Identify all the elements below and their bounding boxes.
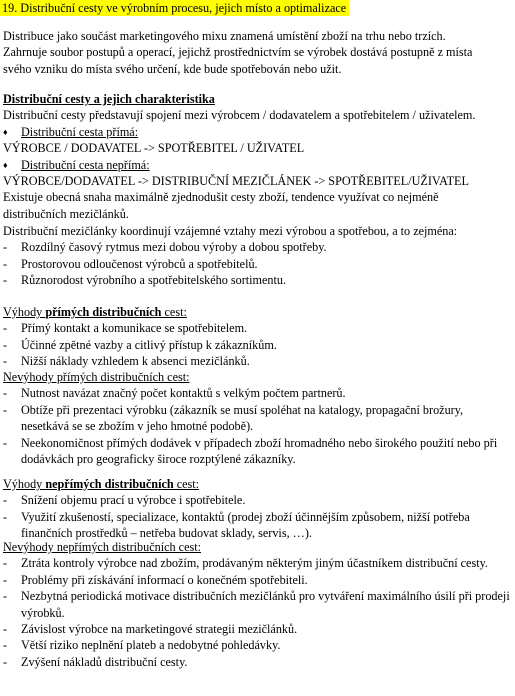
list-item-text: Ztráta kontroly výrobce nad zbožím, prodávaným některým jiným účastníkem distribuční cesty. <box>21 556 488 571</box>
intro-line: Zahrnuje soubor postupů a operací, jejichž prostřednictvím se výrobek dostává postupně z místa <box>3 45 473 60</box>
dash-bullet: - <box>3 556 8 571</box>
section-indirect-advantages <box>3 476 511 542</box>
list-item-text: Prostorovou odloučenost výrobců a spotřebitelů. <box>21 256 258 271</box>
indirect-channel-label <box>3 157 511 173</box>
list-item <box>3 637 511 653</box>
intro-paragraph <box>3 28 511 77</box>
section-heading <box>3 304 511 320</box>
section-heading: Nevýhody přímých distribučních cest: <box>3 370 190 384</box>
section-text: Distribuční mezičlánky koordinují vzájemné vztahy mezi výrobou a spotřebou, a to zejména: <box>3 224 458 238</box>
dash-bullet: - <box>3 589 8 604</box>
list-item <box>3 337 511 353</box>
list-item <box>3 654 511 670</box>
indirect-label-text: Distribuční cesta nepřímá: <box>21 157 150 172</box>
list-item <box>3 435 511 468</box>
heading-post: cest: <box>161 305 187 319</box>
indirect-channel-text: VÝROBCE/DODAVATEL -> DISTRIBUČNÍ MEZIČLÁNEK -> SPOTŘEBITEL/UŽIVATEL <box>3 173 469 188</box>
page-title: 19. Distribuční cesty ve výrobním procesu, jejich místo a optimalizace <box>0 0 349 16</box>
diamond-bullet-icon: ♦ <box>3 159 8 170</box>
section-text: Distribuční cesty představují spojení mezi výrobcem / dodavatelem a spotřebitelem / uživatelem. <box>3 108 476 123</box>
list-item <box>3 509 511 542</box>
section-indirect-disadvantages <box>3 539 511 670</box>
dash-bullet: - <box>3 240 8 255</box>
list-item-text: Rozdílný časový rytmus mezi dobou výroby a dobou spotřeby. <box>21 240 327 255</box>
section-direct-disadvantages <box>3 369 511 467</box>
trend-text: distribučních mezičlánků. <box>3 206 129 221</box>
list-item-text: Závislost výrobce na marketingové strategii mezičlánků. <box>21 622 298 637</box>
list-item <box>3 621 511 637</box>
diamond-bullet-icon: ♦ <box>3 126 8 137</box>
list-item-text: Obtíže při prezentaci výrobku (zákazník se musí spoléhat na katalogy, propagační brožury, nesetkává se se zbožím v jeho hmotné podobě). <box>21 402 464 434</box>
dash-bullet: - <box>3 321 8 336</box>
heading-bold: nepřímých distribučních <box>45 477 174 491</box>
list-item-text: Různorodost výrobního a spotřebitelského sortimentu. <box>21 273 287 288</box>
section-direct-advantages <box>3 304 511 370</box>
section-intermediaries <box>3 223 511 289</box>
list-item <box>3 385 511 401</box>
dash-bullet: - <box>3 622 8 637</box>
list-item-text: Neekonomičnost přímých dodávek v případech zboží hromadného nebo širokého použití nebo při dodávkách pro geograficky široce rozptýlené zákazníky. <box>21 435 498 467</box>
list-item-text: Účinné zpětné vazby a citlivý přístup k zákazníkům. <box>21 337 277 352</box>
list-item-text: Nižší náklady vzhledem k absenci mezičlánků. <box>21 354 250 369</box>
dash-bullet: - <box>3 256 8 271</box>
section-heading: Distribuční cesty a jejich charakteristika <box>3 92 215 106</box>
section-heading <box>3 476 511 492</box>
heading-bold: přímých distribučních <box>45 305 162 319</box>
dash-bullet: - <box>3 509 8 524</box>
intro-line: svého vzniku do místa svého určení, kde bude spotřebován nebo užit. <box>3 61 342 76</box>
list-item-text: Nutnost navázat značný počet kontaktů s velkým počtem partnerů. <box>21 386 346 401</box>
direct-channel-text: VÝROBCE / DODAVATEL -> SPOTŘEBITEL / UŽIVATEL <box>3 141 305 156</box>
list-item <box>3 353 511 369</box>
section-heading: Nevýhody nepřímých distribučních cest: <box>3 540 201 554</box>
dash-bullet: - <box>3 638 8 653</box>
direct-label-text: Distribuční cesta přímá: <box>21 124 139 139</box>
list-item <box>3 492 511 508</box>
list-item <box>3 402 511 435</box>
list-item <box>3 256 511 272</box>
dash-bullet: - <box>3 493 8 508</box>
heading-post: cest: <box>173 477 200 491</box>
list-item-text: Nezbytná periodická motivace distribučních mezičlánků pro vytváření maximálního úsilí při prodeji výrobků. <box>21 589 510 620</box>
dash-bullet: - <box>3 402 8 417</box>
list-item-text: Využití zkušeností, specializace, kontaktů (prodej zboží účinnějším způsobem, nižší potřeba finančních prostředků – netřeba budovat sklady, servis, …). <box>21 509 470 541</box>
list-item <box>3 555 511 571</box>
list-item-text: Problémy při získávání informací o konečném spotřebiteli. <box>21 572 308 587</box>
heading-pre: Výhody <box>3 477 46 491</box>
list-item-text: Snížení objemu prací u výrobce i spotřebitele. <box>21 493 246 508</box>
heading-pre: Výhody <box>3 305 46 319</box>
list-item <box>3 239 511 255</box>
dash-bullet: - <box>3 572 8 587</box>
list-item-text: Větší riziko neplnění plateb a nedobytné pohledávky. <box>21 638 281 653</box>
dash-bullet: - <box>3 273 8 288</box>
list-item <box>3 272 511 288</box>
list-item <box>3 588 511 621</box>
dash-bullet: - <box>3 654 8 669</box>
dash-bullet: - <box>3 354 8 369</box>
dash-bullet: - <box>3 435 8 450</box>
list-item-text: Přímý kontakt a komunikace se spotřebitelem. <box>21 321 248 336</box>
dash-bullet: - <box>3 337 8 352</box>
list-item <box>3 572 511 588</box>
list-item-text: Zvýšení nákladů distribuční cesty. <box>21 654 188 669</box>
dash-bullet: - <box>3 386 8 401</box>
intro-line: Distribuce jako součást marketingového mixu znamená umístění zboží na trhu nebo trzích. <box>3 29 446 43</box>
direct-channel-label <box>3 124 511 140</box>
trend-text: Existuje obecná snaha maximálně zjednodušit cesty zboží, tendence využívat co nejméně <box>3 190 439 205</box>
list-item <box>3 320 511 336</box>
section-distribution-channels <box>3 91 511 222</box>
